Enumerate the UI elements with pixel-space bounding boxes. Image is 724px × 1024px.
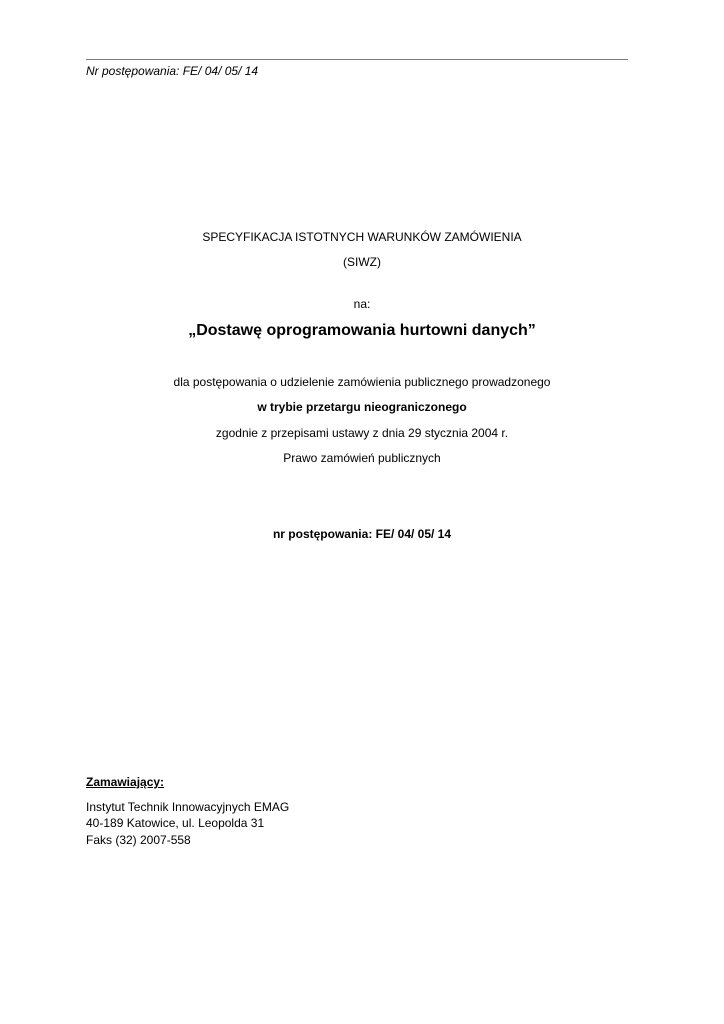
contracting-party-name: Instytut Technik Innowacyjnych EMAG bbox=[86, 800, 290, 814]
procedure-description-line-3: zgodnie z przepisami ustawy z dnia 29 stycznia 2004 r. bbox=[215, 426, 509, 440]
contracting-party-fax: Faks (32) 2007-558 bbox=[86, 833, 191, 847]
header-reference-number: Nr postępowania: FE/ 04/ 05/ 14 bbox=[86, 64, 259, 78]
document-title: „Dostawę oprogramowania hurtowni danych” bbox=[188, 322, 536, 339]
procedure-mode: w trybie przetargu nieograniczonego bbox=[257, 400, 467, 414]
document-abbreviation: (SIWZ) bbox=[343, 255, 381, 269]
document-heading: SPECYFIKACJA ISTOTNYCH WARUNKÓW ZAMÓWIENIA bbox=[202, 230, 522, 244]
contracting-party-label: Zamawiający: bbox=[86, 775, 165, 789]
header-divider bbox=[86, 59, 628, 60]
contracting-party-address: 40-189 Katowice, ul. Leopolda 31 bbox=[86, 816, 265, 830]
on-label: na: bbox=[353, 297, 371, 311]
case-number: nr postępowania: FE/ 04/ 05/ 14 bbox=[272, 527, 452, 541]
procedure-description-line-4: Prawo zamówień publicznych bbox=[283, 451, 441, 465]
procedure-description-line-1: dla postępowania o udzielenie zamówienia publicznego prowadzonego bbox=[173, 375, 551, 389]
